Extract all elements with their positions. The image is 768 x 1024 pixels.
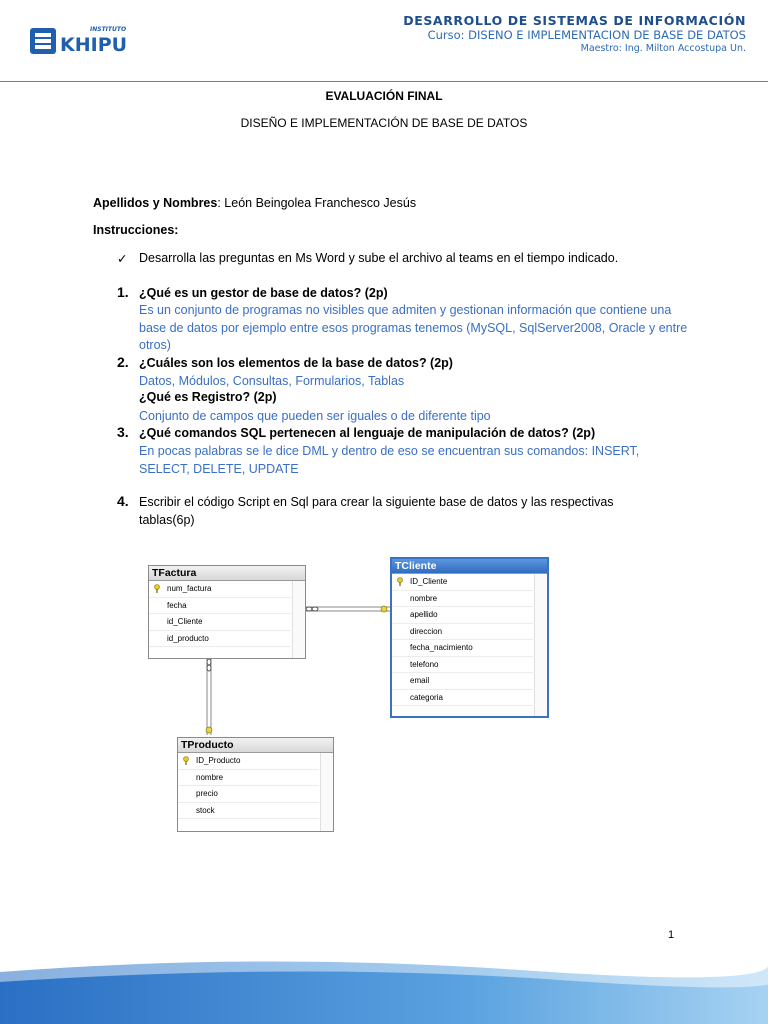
document-title: EVALUACIÓN FINAL xyxy=(325,89,443,103)
table-field-row[interactable] xyxy=(392,574,533,591)
table-tproducto[interactable] xyxy=(177,737,334,832)
question-4-number: 4. xyxy=(117,493,129,509)
table-tcliente[interactable] xyxy=(390,557,549,718)
field-name: apellido xyxy=(410,610,438,619)
table-field-row[interactable] xyxy=(149,598,291,615)
table-field-row[interactable] xyxy=(392,690,533,707)
question-1: ¿Qué es un gestor de base de datos? (2p) xyxy=(139,286,388,300)
question-4-line-1: Escribir el código Script en Sql para crear la siguiente base de datos y las respectivas xyxy=(139,495,614,509)
instructions-label: Instrucciones: xyxy=(93,223,179,237)
name-label: Apellidos y Nombres xyxy=(93,196,218,210)
table-field-row[interactable] xyxy=(178,753,319,770)
primary-key-icon xyxy=(153,584,161,593)
infinity-icon-vertical xyxy=(207,659,211,671)
table-field-row[interactable] xyxy=(149,614,291,631)
field-name: direccion xyxy=(410,626,443,636)
question-1-number: 1. xyxy=(117,284,129,300)
question-3: ¿Qué comandos SQL pertenecen al lenguaje de manipulación de datos? (2p) xyxy=(139,426,596,440)
answer-1: Es un conjunto de programas no visibles que admiten y gestionan información que contiene una base de datos por ejemplo entre esos programas tenemos (MySQL, SqlServer2008, Oracle y entre otros) xyxy=(139,303,688,352)
header-title: DESARROLLO DE SISTEMAS DE INFORMACIÓN xyxy=(403,13,746,28)
answer-3: En pocas palabras se le dice DML y dentro de eso se encuentran sus comandos: INSERT, SELECT, DELETE, UPDATE xyxy=(139,444,640,476)
field-name: id_Cliente xyxy=(167,617,203,626)
table-tfactura[interactable] xyxy=(148,565,306,659)
table-field-row[interactable] xyxy=(392,640,533,657)
table-field-row[interactable] xyxy=(178,770,319,787)
table-title: TFactura xyxy=(149,566,305,581)
table-field-row[interactable] xyxy=(178,803,319,820)
field-name: nombre xyxy=(196,772,224,782)
table-field-row[interactable] xyxy=(392,673,533,690)
table-field-row[interactable] xyxy=(149,581,291,598)
table-title: TProducto xyxy=(178,738,333,753)
logo-small-text: INSTITUTO xyxy=(90,26,127,33)
field-name: ID_Cliente xyxy=(410,577,448,586)
primary-key-icon xyxy=(396,577,404,586)
primary-key-icon xyxy=(182,756,190,765)
question-4-line-2: tablas(6p) xyxy=(139,513,195,527)
table-scrollbar[interactable] xyxy=(320,753,333,831)
answer-2: Datos, Módulos, Consultas, Formularios, Tablas xyxy=(139,374,405,388)
field-name: fecha xyxy=(167,600,187,610)
table-scrollbar[interactable] xyxy=(534,574,547,716)
field-name: fecha_nacimiento xyxy=(410,643,473,652)
answer-2b: Conjunto de campos que pueden ser iguales o de diferente tipo xyxy=(139,409,491,423)
table-scrollbar[interactable] xyxy=(292,581,305,658)
question-3-number: 3. xyxy=(117,424,129,440)
field-name: stock xyxy=(196,805,215,815)
question-2-number: 2. xyxy=(117,354,129,370)
field-name: num_factura xyxy=(167,584,212,593)
instruction-item: Desarrolla las preguntas en Ms Word y sube el archivo al teams en el tiempo indicado. xyxy=(139,251,619,265)
header-course: Curso: DISENO E IMPLEMENTACION DE BASE DE DATOS xyxy=(427,28,746,42)
page-number: 1 xyxy=(668,929,675,941)
check-icon: ✓ xyxy=(117,252,128,266)
table-title: TCliente xyxy=(392,559,547,574)
table-field-row[interactable] xyxy=(178,786,319,803)
table-field-row[interactable] xyxy=(392,591,533,608)
field-name: nombre xyxy=(410,593,438,603)
name-value: : León Beingolea Franchesco Jesús xyxy=(217,196,417,210)
table-field-row[interactable] xyxy=(392,624,533,641)
table-field-row[interactable] xyxy=(392,657,533,674)
header-teacher: Maestro: Ing. Milton Accostupa Un. xyxy=(580,43,746,54)
field-name: email xyxy=(410,676,430,685)
field-name: id_producto xyxy=(167,633,209,643)
infinity-icon xyxy=(306,607,318,611)
question-2b: ¿Qué es Registro? (2p) xyxy=(139,390,277,404)
table-field-row[interactable] xyxy=(392,607,533,624)
logo-big-text: KHIPU xyxy=(60,34,128,56)
table-field-row[interactable] xyxy=(149,631,291,648)
field-name: ID_Producto xyxy=(196,756,241,765)
field-name: precio xyxy=(196,789,218,798)
question-2: ¿Cuáles son los elementos de la base de datos? (2p) xyxy=(139,356,453,370)
footer-wave-decoration xyxy=(0,958,768,1024)
document-subtitle: DISEÑO E IMPLEMENTACIÓN DE BASE DE DATOS xyxy=(240,116,528,130)
field-name: categoria xyxy=(410,692,443,702)
field-name: telefono xyxy=(410,659,439,669)
